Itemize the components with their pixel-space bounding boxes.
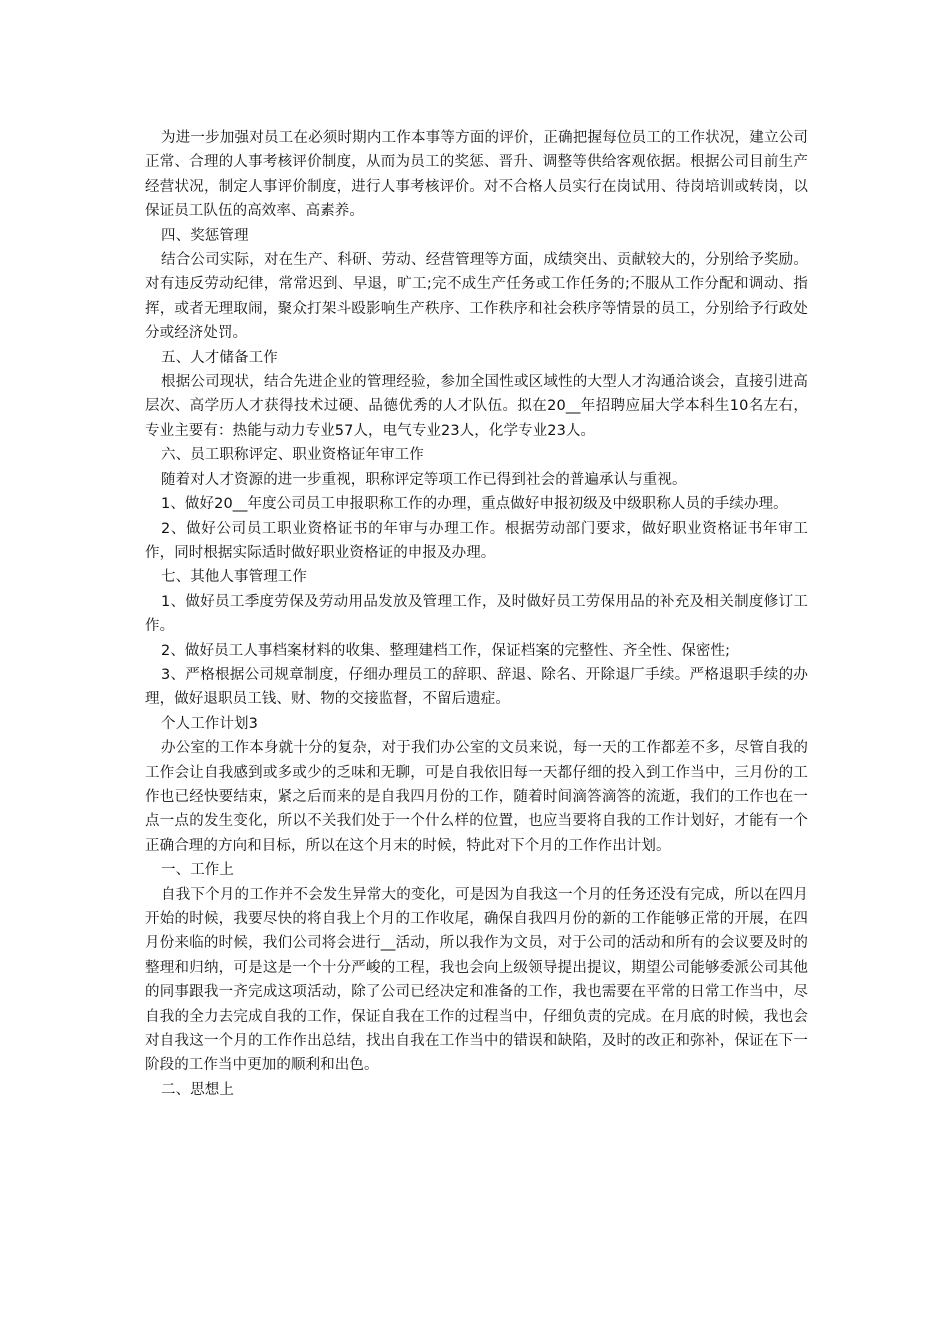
paragraph-evaluation: 为进一步加强对员工在必须时期内工作本事等方面的评价，正确把握每位员工的工作状况，建立公司正常、合理的人事考核评价制度，从而为员工的奖惩、晋升、调整等供给客观依据。根据公司目前生产经营状况，制定人事评价制度，进行人事考核评价。对不合格人员实行在岗试用、待岗培训或转岗，以保证员工队伍的高效率、高素养。: [145, 130, 808, 220]
heading-talent-reserve: 五、人才储备工作: [161, 349, 278, 366]
paragraph-title-item-2: 2、做好公司员工职业资格证书的年审与办理工作。根据劳动部门要求，做好职业资格证书年审工作，同时根据实际适时做好职业资格证的申报及办理。: [145, 520, 808, 561]
heading-thought: 二、思想上: [161, 1081, 234, 1098]
heading-work: 一、工作上: [161, 862, 234, 879]
heading-rewards: 四、奖惩管理: [161, 227, 249, 244]
paragraph-other-item-1: 1、做好员工季度劳保及劳动用品发放及管理工作，及时做好员工劳保用品的补充及相关制度修订工作。: [145, 593, 808, 635]
paragraph-work: 自我下个月的工作并不会发生异常大的变化，可是因为自我这一个月的任务还没有完成，所以在四月开始的时候，我要尽快的将自我上个月的工作收尾，确保自我四月份的新的工作能够正常的开展，在四月份来临的时候，我们公司将会进行__活动，所以我作为文员，对于公司的活动和所有的会议要及时的整理和归纳，可是这是一个十分严峻的工程，我也会向上级领导提出提议，期望公司能够委派公司其他的同事跟我一齐完成这项活动，除了公司已经决定和准备的工作，我也需要在平常的日常工作当中，尽自我的全力去完成自我的工作，保证自我在工作的过程当中，仔细负责的完成。在月底的时候，我也会对自我这一个月的工作作出总结，找出自我在工作当中的错误和缺陷，及时的改正和弥补，保证在下一阶段的工作当中更加的顺利和出色。: [145, 886, 808, 1074]
paragraph-talent-reserve: 根据公司现状，结合先进企业的管理经验，参加全国性或区域性的大型人才沟通洽谈会，直接引进高层次、高学历人才获得技术过硬、品德优秀的人才队伍。拟在20__年招聘应届大学本科生10名左右，专业主要有：热能与动力专业57人，电气专业23人，化学专业23人。: [145, 374, 808, 439]
heading-personal-plan-3: 个人工作计划3: [161, 715, 258, 732]
heading-title-evaluation: 六、员工职称评定、职业资格证年审工作: [161, 447, 424, 464]
paragraph-title-intro: 随着对人才资源的进一步重视，职称评定等项工作已得到社会的普遍承认与重视。: [161, 471, 687, 488]
paragraph-rewards: 结合公司实际，对在生产、科研、劳动、经营管理等方面，成绩突出、贡献较大的，分别给予奖励。对有违反劳动纪律，常常迟到、早退，旷工;完不成生产任务或工作任务的;不服从工作分配和调动、指挥，或者无理取闹，聚众打架斗殴影响生产秩序、工作秩序和社会秩序等情景的员工，分别给予行政处分或经济处罚。: [145, 252, 808, 342]
document-body: [145, 126, 808, 1102]
paragraph-title-item-1: 1、做好20__年度公司员工申报职称工作的办理，重点做好申报初级及中级职称人员的手续办理。: [161, 496, 788, 513]
paragraph-office-intro: 办公室的工作本身就十分的复杂，对于我们办公室的文员来说，每一天的工作都差不多，尽管自我的工作会让自我感到或多或少的乏味和无聊，可是自我依旧每一天都仔细的投入到工作当中，三月份的工作也已经快要结束，紧之后而来的是自我四月份的工作，随着时间滴答滴答的流逝，我们的工作也在一点一点的发生变化，所以不关我们处于一个什么样的位置，也应当要将自我的工作计划好，才能有一个正确合理的方向和目标，所以在这个月末的时候，特此对下个月的工作作出计划。: [145, 740, 808, 854]
paragraph-other-item-3: 3、严格根据公司规章制度，仔细办理员工的辞职、辞退、除名、开除退厂手续。严格退职手续的办理，做好退职员工钱、财、物的交接监督，不留后遗症。: [145, 666, 808, 708]
paragraph-other-item-2: 2、做好员工人事档案材料的收集、整理建档工作，保证档案的完整性、齐全性、保密性;: [161, 642, 731, 659]
heading-other-hr: 七、其他人事管理工作: [161, 569, 307, 586]
